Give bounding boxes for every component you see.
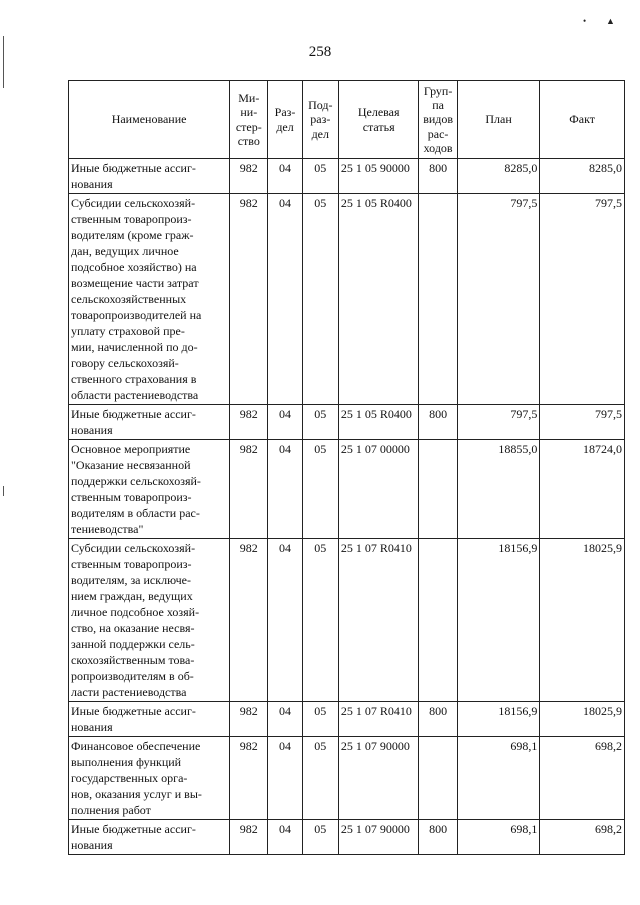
cell-target: 25 1 05 90000 — [338, 159, 419, 194]
budget-table — [68, 80, 625, 855]
cell-target: 25 1 07 90000 — [338, 820, 419, 855]
cell-ministry: 982 — [230, 194, 268, 405]
cell-plan: 18855,0 — [457, 440, 540, 539]
corner-mark-dot: • — [583, 16, 587, 26]
cell-group — [419, 194, 457, 405]
page-number: 258 — [308, 44, 332, 60]
table-row — [69, 702, 625, 737]
cell-target: 25 1 05 R0400 — [338, 194, 419, 405]
table-row — [69, 159, 625, 194]
table-row — [69, 194, 625, 405]
cell-name: Субсидии сельскохозяй- ственным товаропроиз- водителям, за исключе- нием граждан, ведущих личное подсобное хозяй- ство, на оказание несвя- занной поддержки сель- скохозяйственным това- ропроизводителям в об- ласти растениеводства — [69, 539, 230, 702]
cell-plan: 8285,0 — [457, 159, 540, 194]
cell-fact: 698,2 — [540, 820, 625, 855]
cell-subsection: 05 — [302, 440, 338, 539]
cell-plan: 797,5 — [457, 194, 540, 405]
cell-section: 04 — [268, 737, 302, 820]
cell-section: 04 — [268, 820, 302, 855]
cell-ministry: 982 — [230, 440, 268, 539]
cell-plan: 797,5 — [457, 405, 540, 440]
cell-target: 25 1 07 R0410 — [338, 702, 419, 737]
header-subsection: Под- раз- дел — [302, 81, 338, 159]
cell-ministry: 982 — [230, 737, 268, 820]
cell-fact: 18025,9 — [540, 539, 625, 702]
cell-fact: 797,5 — [540, 405, 625, 440]
cell-section: 04 — [268, 440, 302, 539]
cell-name: Иные бюджетные ассиг- нования — [69, 159, 230, 194]
cell-plan: 698,1 — [457, 737, 540, 820]
header-group: Груп- па видов рас- ходов — [419, 81, 457, 159]
margin-scan-line — [3, 486, 4, 496]
cell-fact: 18724,0 — [540, 440, 625, 539]
cell-ministry: 982 — [230, 820, 268, 855]
cell-subsection: 05 — [302, 159, 338, 194]
cell-fact: 698,2 — [540, 737, 625, 820]
corner-mark-triangle: ▲ — [606, 16, 615, 26]
table-row — [69, 820, 625, 855]
table-row — [69, 539, 625, 702]
header-fact: Факт — [540, 81, 625, 159]
cell-subsection: 05 — [302, 702, 338, 737]
cell-fact: 797,5 — [540, 194, 625, 405]
cell-group — [419, 737, 457, 820]
cell-name: Основное мероприятие "Оказание несвязанной поддержки сельскохозяй- ственным товаропроиз- водителям в области рас- тениеводства" — [69, 440, 230, 539]
cell-subsection: 05 — [302, 820, 338, 855]
cell-group: 800 — [419, 702, 457, 737]
header-plan: План — [457, 81, 540, 159]
header-section: Раз- дел — [268, 81, 302, 159]
cell-ministry: 982 — [230, 405, 268, 440]
header-ministry: Ми- ни- стер- ство — [230, 81, 268, 159]
cell-group — [419, 440, 457, 539]
cell-plan: 698,1 — [457, 820, 540, 855]
header-target: Целевая статья — [338, 81, 419, 159]
cell-plan: 18156,9 — [457, 539, 540, 702]
cell-group — [419, 539, 457, 702]
cell-name: Финансовое обеспечение выполнения функций государственных орга- нов, оказания услуг и вы- полнения работ — [69, 737, 230, 820]
table-row — [69, 737, 625, 820]
cell-name: Иные бюджетные ассиг- нования — [69, 820, 230, 855]
cell-section: 04 — [268, 159, 302, 194]
cell-name: Иные бюджетные ассиг- нования — [69, 405, 230, 440]
table-row — [69, 405, 625, 440]
cell-name: Субсидии сельскохозяй- ственным товаропроиз- водителям (кроме граж- дан, ведущих личное подсобное хозяйство) на возмещение части затрат сельскохозяйственных товаропроизводителей на уплату страховой пре- мии, начисленной по до- говору сельскохозяй- ственного страхования в области растениеводства — [69, 194, 230, 405]
cell-ministry: 982 — [230, 702, 268, 737]
cell-subsection: 05 — [302, 737, 338, 820]
table-row — [69, 440, 625, 539]
cell-ministry: 982 — [230, 159, 268, 194]
header-name: Наименование — [69, 81, 230, 159]
cell-section: 04 — [268, 405, 302, 440]
cell-target: 25 1 07 00000 — [338, 440, 419, 539]
cell-fact: 8285,0 — [540, 159, 625, 194]
table-body — [69, 159, 625, 855]
table-header-row — [69, 81, 625, 159]
cell-section: 04 — [268, 702, 302, 737]
cell-ministry: 982 — [230, 539, 268, 702]
cell-fact: 18025,9 — [540, 702, 625, 737]
cell-target: 25 1 07 90000 — [338, 737, 419, 820]
cell-section: 04 — [268, 194, 302, 405]
cell-group: 800 — [419, 820, 457, 855]
cell-group: 800 — [419, 159, 457, 194]
cell-subsection: 05 — [302, 405, 338, 440]
cell-subsection: 05 — [302, 539, 338, 702]
cell-group: 800 — [419, 405, 457, 440]
cell-target: 25 1 05 R0400 — [338, 405, 419, 440]
cell-target: 25 1 07 R0410 — [338, 539, 419, 702]
cell-section: 04 — [268, 539, 302, 702]
cell-plan: 18156,9 — [457, 702, 540, 737]
cell-name: Иные бюджетные ассиг- нования — [69, 702, 230, 737]
cell-subsection: 05 — [302, 194, 338, 405]
